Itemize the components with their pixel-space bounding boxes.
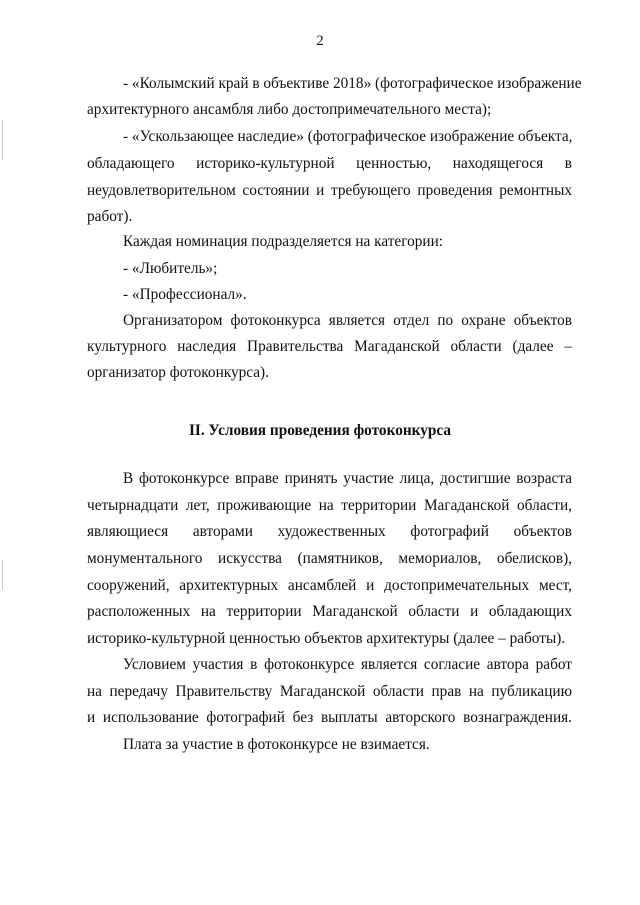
text-line: на передачу Правительству Магаданской области прав на публикацию [87,683,572,700]
text-line: архитектурного ансамбля либо достопримечательного места); [87,101,492,118]
text-line: обладающего историко-культурной ценностью, находящегося в [87,155,572,172]
text-line: работ). [87,208,133,225]
text-line: неудовлетворительном состоянии и требующего проведения ремонтных [87,182,572,199]
text-line: Плата за участие в фотоконкурсе не взимается. [123,736,430,753]
page-number: 2 [316,33,324,49]
text-line: организатор фотоконкурса). [87,364,269,381]
text-line: В фотоконкурсе вправе принять участие лица, достигшие возраста [123,470,572,487]
scan-artifact [2,120,3,160]
text-line: и использование фотографий без выплаты авторского вознаграждения. [87,709,572,726]
text-line: расположенных на территории Магаданской области и обладающих [87,603,572,620]
text-line: Условием участия в фотоконкурсе является согласие автора работ [123,656,572,673]
text-line: Организатором фотоконкурса является отдел по охране объектов [123,312,572,329]
text-line: - «Любитель»; [123,260,218,277]
section-heading: II. Условия проведения фотоконкурса [188,422,452,439]
text-line: монументального искусства (памятников, мемориалов, обелисков), [87,550,572,567]
text-line: сооружений, архитектурных ансамблей и достопримечательных мест, [87,577,572,594]
text-line: - «Ускользающее наследие» (фотографическое изображение объекта, [123,128,573,145]
text-line: - «Профессионал». [123,286,247,303]
text-line: - «Колымский край в объективе 2018» (фотографическое изображение [123,75,582,92]
text-line: четырнадцати лет, проживающие на территории Магаданской области, [87,497,572,514]
text-line: являющиеся авторами художественных фотографий объектов [87,523,572,540]
text-line: историко-культурной ценностью объектов архитектуры (далее – работы). [87,630,566,647]
text-line: Каждая номинация подразделяется на категории: [123,233,444,250]
text-line: культурного наследия Правительства Магаданской области (далее – [87,338,572,355]
scan-artifact [2,560,3,590]
